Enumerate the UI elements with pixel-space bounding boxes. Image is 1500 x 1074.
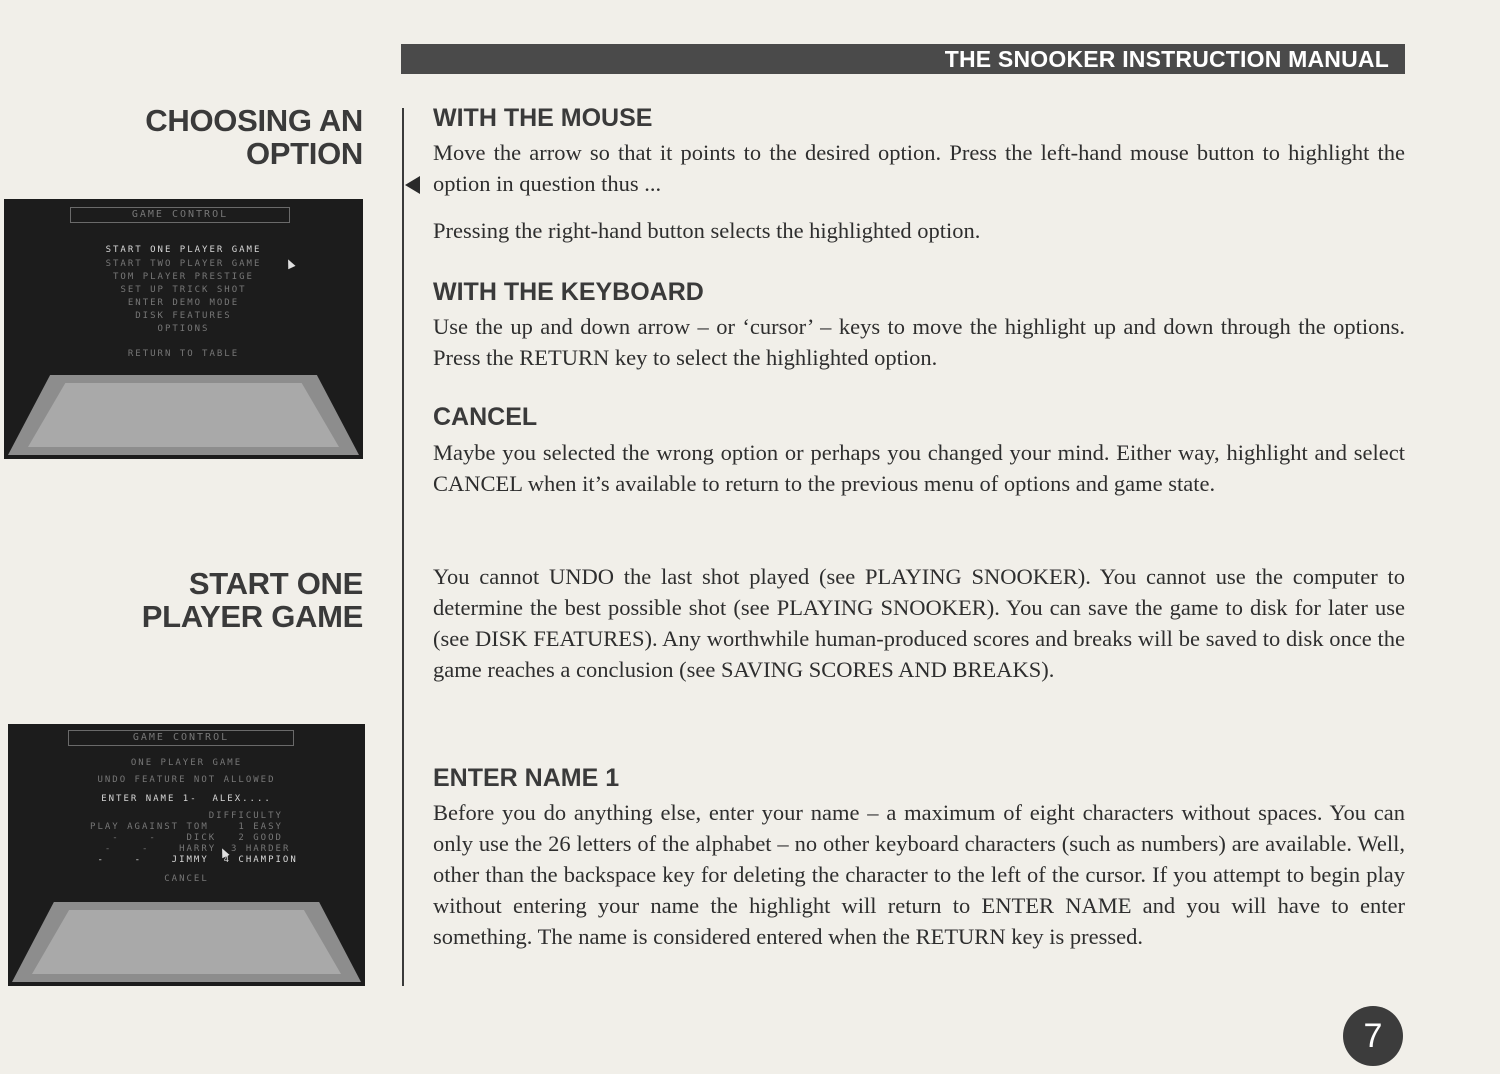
keyboard-paragraph: Use the up and down arrow – or ‘cursor’ – keys to move the highlight up and down through the options. Press the RETURN key to select the highlighted option. [433, 314, 1405, 370]
side-heading-start-game [142, 567, 363, 633]
screenshot-menu-item: ENTER DEMO MODE [127, 298, 240, 308]
column-divider [402, 108, 404, 986]
screenshot-menu-item: DISK FEATURES [135, 311, 232, 321]
screenshot-menu-item: CANCEL [164, 874, 209, 884]
side-heading-choosing-option [145, 104, 363, 170]
side-heading-line: OPTION [245, 136, 363, 171]
section-title-enter-name: ENTER NAME 1 [433, 764, 620, 792]
game-control-menu-screenshot [4, 199, 363, 459]
screenshot-menu-item: OPTIONS [157, 324, 210, 334]
highlight-arrow-icon [405, 176, 420, 194]
screenshot-menu-item: - - DICK 2 GOOD [90, 833, 283, 843]
side-heading-line: START ONE [188, 566, 363, 601]
one-player-game-screenshot [8, 724, 365, 986]
screenshot-menu-item: ENTER NAME 1- ALEX.... [101, 794, 272, 804]
header-bar [401, 44, 1405, 74]
start-game-paragraph: You cannot UNDO the last shot played (see PLAYING SNOOKER). You cannot use the computer to determine the best possible shot (see PLAYING SNOOKER). You can save the game to disk for later use (see DISK FEATURES). Any worthwhile human-produced scores and breaks will be saved to disk once the game reaches a conclusion (see SAVING SCORES AND BREAKS). [433, 564, 1405, 682]
screenshot-menu-item: - - JIMMY 4 CHAMPION [75, 855, 298, 865]
screenshot-menu-item: START TWO PLAYER GAME [105, 259, 262, 269]
mouse-paragraph-2: Pressing the right-hand button selects the highlighted option. [433, 218, 981, 243]
side-heading-line: CHOOSING AN [145, 103, 363, 138]
page-number: 7 [1343, 1006, 1403, 1066]
screenshot-menu-title: GAME CONTROL [68, 730, 294, 746]
screenshot-menu-item: UNDO FEATURE NOT ALLOWED [97, 775, 276, 785]
screenshot-menu-item: DIFFICULTY [90, 811, 283, 821]
screenshot-menu-item: - - HARRY 3 HARDER [82, 844, 291, 854]
section-title-cancel: CANCEL [433, 403, 538, 431]
side-heading-line: PLAYER GAME [141, 599, 363, 634]
screenshot-menu-item: TOM PLAYER PRESTIGE [113, 272, 254, 282]
manual-title: THE SNOOKER INSTRUCTION MANUAL [944, 46, 1389, 72]
snooker-table-baize [28, 383, 339, 447]
cancel-paragraph: Maybe you selected the wrong option or perhaps you changed your mind. Either way, highlight and select CANCEL when it’s available to return to the previous menu of options and game state. [433, 440, 1405, 496]
enter-name-paragraph: Before you do anything else, enter your name – a maximum of eight characters without spaces. You can only use the 26 letters of the alphabet – no other keyboard characters (such as numbers) are available. Well, other than the backspace key for deleting the character to the left of the cursor. If you attempt to begin play without entering your name the highlight will return to ENTER NAME and you will have to enter something. The name is considered entered when the RETURN key is pressed. [433, 800, 1405, 949]
section-title-keyboard: WITH THE KEYBOARD [433, 278, 704, 306]
screenshot-menu-title: GAME CONTROL [70, 207, 290, 223]
section-title-mouse: WITH THE MOUSE [433, 104, 653, 132]
screenshot-menu-item: ONE PLAYER GAME [130, 758, 243, 768]
snooker-table-baize [32, 910, 341, 974]
screenshot-menu-item: SET UP TRICK SHOT [120, 285, 247, 295]
mouse-paragraph-1: Move the arrow so that it points to the desired option. Press the left-hand mouse button to highlight the option in question thus ... [433, 140, 1405, 196]
screenshot-menu-item: RETURN TO TABLE [127, 349, 240, 359]
screenshot-menu-item: START ONE PLAYER GAME [105, 245, 262, 255]
screenshot-menu-item: PLAY AGAINST TOM 1 EASY [90, 822, 283, 832]
